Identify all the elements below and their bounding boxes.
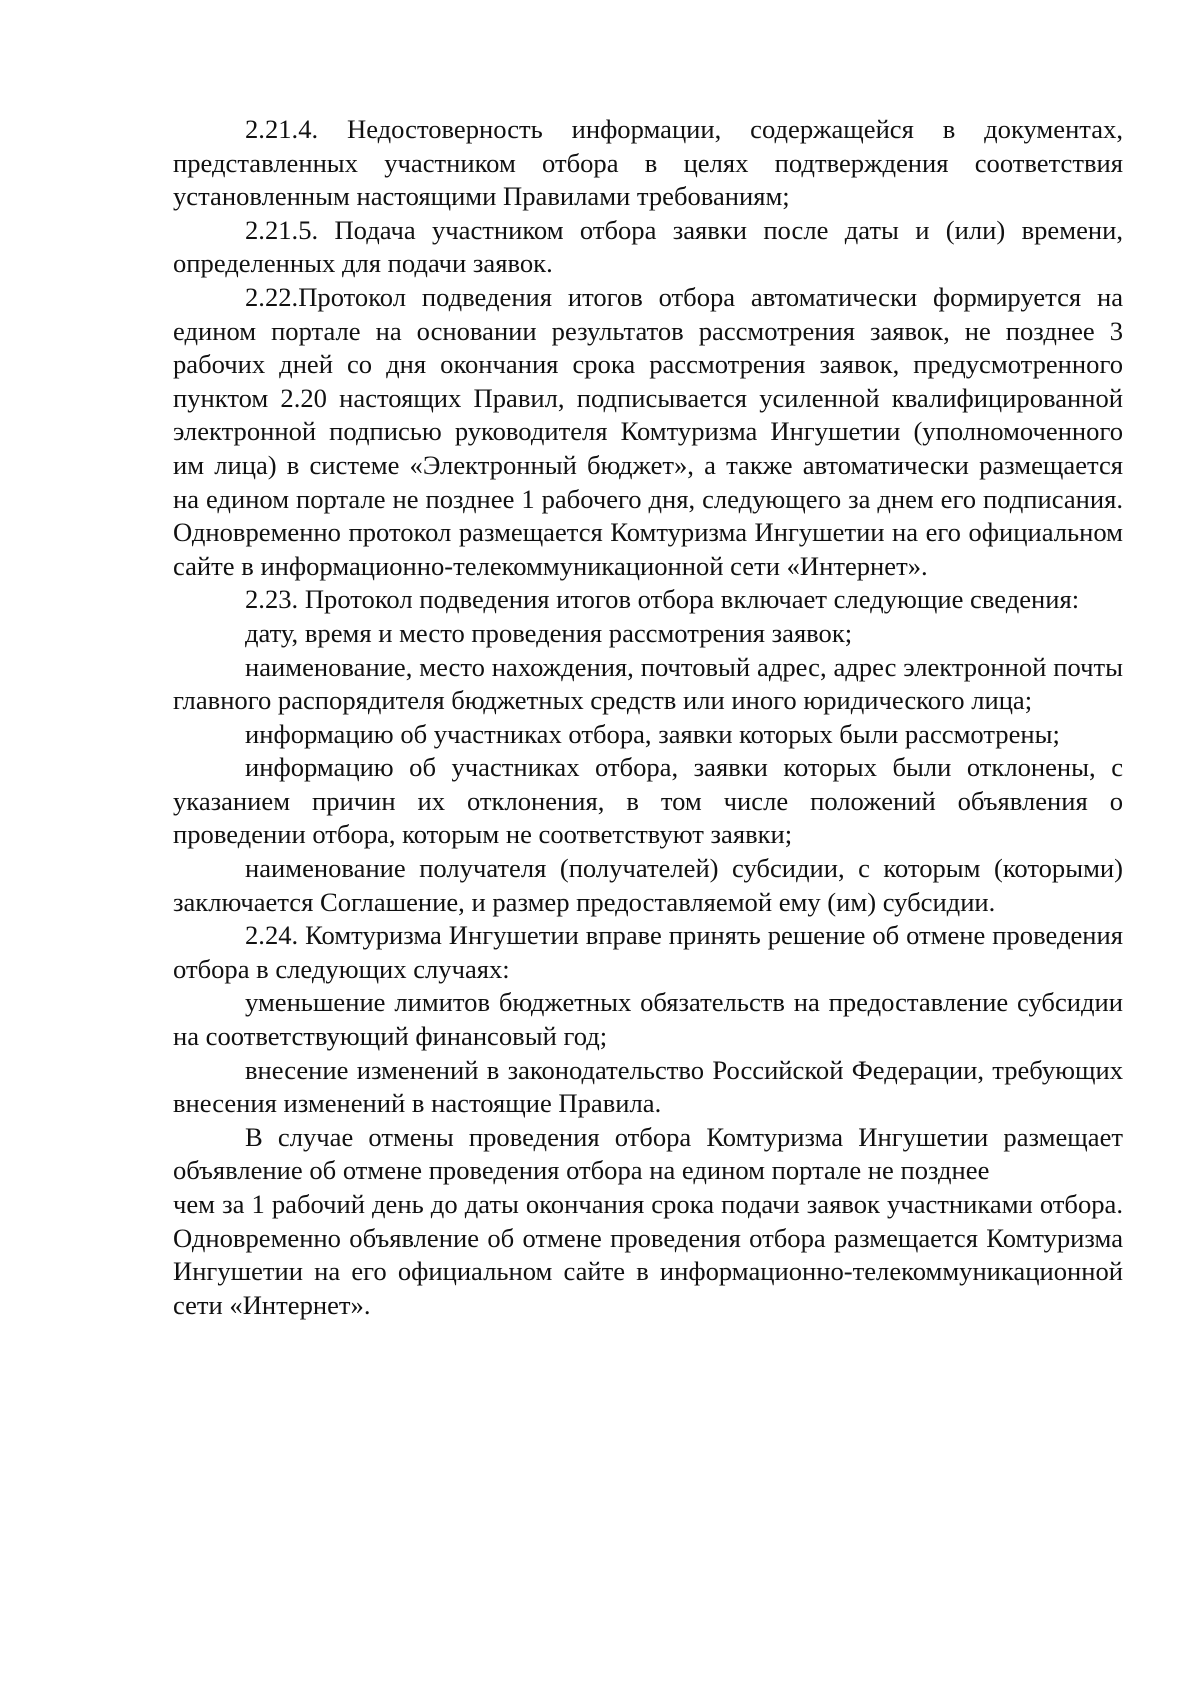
- paragraph-cancellation-continued: чем за 1 рабочий день до даты окончания срока подачи заявок участниками отбора. Одновременно объявление об отмене проведения отбора размещается Комтуризма Ингушетии на его официальном сайте в информационно-телекоммуникационной сети «Интернет».: [173, 1189, 1123, 1320]
- list-item-rejected-participants: информацию об участниках отбора, заявки которых были отклонены, с указанием причин их отклонения, в том числе положений объявления о проведении отбора, которым не соответствуют заявки;: [173, 752, 1123, 850]
- paragraph-2-23: 2.23. Протокол подведения итогов отбора включает следующие сведения:: [245, 584, 1080, 615]
- list-item-recipient-subsidy: наименование получателя (получателей) субсидии, с которым (которыми) заключается Соглашение, и размер предоставляемой ему (им) субсидии.: [173, 853, 1123, 917]
- list-item-name-address: наименование, место нахождения, почтовый адрес, адрес электронной почты главного распорядителя бюджетных средств или иного юридического лица;: [173, 651, 1123, 716]
- document-body: [173, 113, 1123, 1322]
- list-item-budget-limits: уменьшение лимитов бюджетных обязательств на предоставление субсидии на соответствующий финансовый год;: [173, 987, 1123, 1052]
- paragraph-2-22: 2.22.Протокол подведения итогов отбора автоматически формируется на едином портале на основании результатов рассмотрения заявок, не позднее 3 рабочих дней со дня окончания срока рассмотрения заявок, предусмотренного пунктом 2.20 настоящих Правил, подписывается усиленной квалифицированной электронной подписью руководителя Комтуризма Ингушетии (уполномоченного им лица) в системе «Электронный бюджет», а также автоматически размещается на едином портале не позднее 1 рабочего дня, следующего за днем его подписания. Одновременно протокол размещается Комтуризма Ингушетии на его официальном сайте в информационно-телекоммуникационной сети «Интернет».: [173, 281, 1123, 581]
- paragraph-2-24: 2.24. Комтуризма Ингушетии вправе принять решение об отмене проведения отбора в следующих случаях:: [173, 920, 1123, 984]
- paragraph-2-21-4: 2.21.4. Недостоверность информации, содержащейся в документах, представленных участником отбора в целях подтверждения соответствия установленным настоящими Правилами требованиям;: [173, 114, 1123, 212]
- paragraph-cancellation: В случае отмены проведения отбора Комтуризма Ингушетии размещает объявление об отмене проведения отбора на едином портале не позднее: [173, 1121, 1123, 1186]
- list-item-date-time-place: дату, время и место проведения рассмотрения заявок;: [245, 617, 853, 648]
- paragraph-2-21-5: 2.21.5. Подача участником отбора заявки после даты и (или) времени, определенных для подачи заявок.: [173, 214, 1123, 279]
- list-item-reviewed-participants: информацию об участниках отбора, заявки которых были рассмотрены;: [245, 718, 1060, 749]
- list-item-legislation-changes: внесение изменений в законодательство Российской Федерации, требующих внесения изменений в настоящие Правила.: [173, 1054, 1123, 1119]
